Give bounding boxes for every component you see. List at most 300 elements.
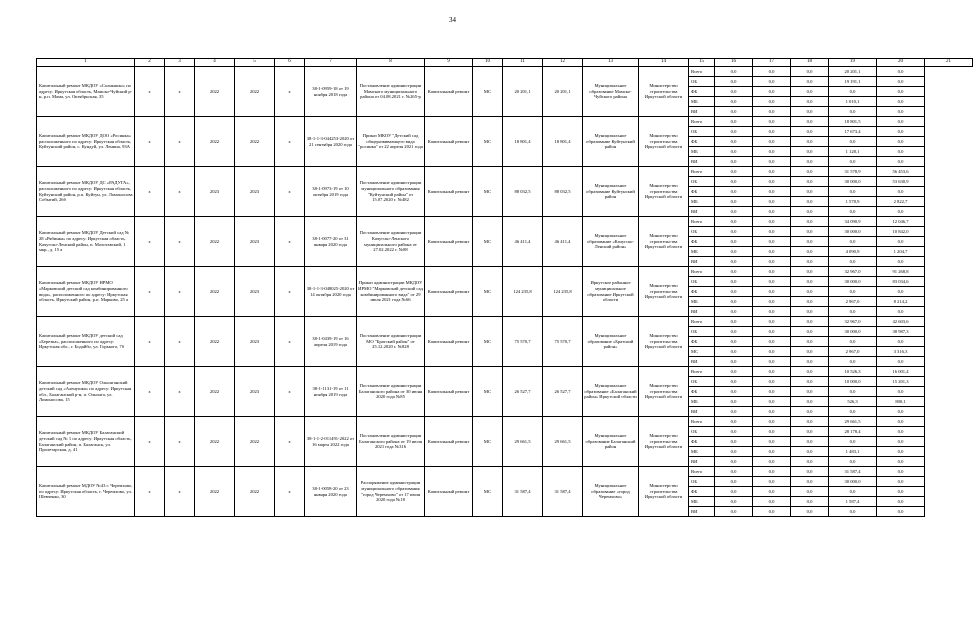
funding-value-cell: 0,0 [753, 447, 791, 457]
funding-value-cell: 526,3 [829, 397, 877, 407]
funding-value-cell: 0,0 [829, 387, 877, 397]
funding-value-cell: 0,0 [753, 97, 791, 107]
funding-value-cell: 0,0 [877, 487, 925, 497]
funding-value-cell: 0,0 [829, 107, 877, 117]
funding-value-cell: 0,0 [715, 447, 753, 457]
funding-value-cell: 0,0 [829, 307, 877, 317]
funding-value-cell: 0,0 [829, 407, 877, 417]
funding-value-cell: 0,0 [791, 107, 829, 117]
funding-value-cell: 0,0 [877, 207, 925, 217]
funding-value-cell: 0,0 [791, 157, 829, 167]
funding-value-cell: 0,0 [877, 147, 925, 157]
funding-value-cell: 1 483,1 [829, 447, 877, 457]
funding-value-cell: 0,0 [791, 377, 829, 387]
column-header: 9 [425, 59, 473, 67]
funding-value-cell: 2 822,7 [877, 197, 925, 207]
table-cell: 2022 [195, 267, 235, 317]
funding-value-cell: 32 967,0 [829, 317, 877, 327]
column-header: 5 [235, 59, 275, 67]
funding-value-cell: 0,0 [715, 337, 753, 347]
funding-value-cell: 0,0 [753, 87, 791, 97]
funding-source-cell: ОБ [689, 427, 715, 437]
table-cell: 2022 [195, 67, 235, 117]
column-header: 8 [357, 59, 425, 67]
funding-value-cell: 0,0 [715, 147, 753, 157]
table-cell: Муниципальное образование Куйтунский район [583, 167, 639, 217]
table-cell: х [275, 67, 305, 117]
object-name-cell: Капитальный ремонт МКДОУ ДС «РАДУГА», расположенного по адресу: Иркутская область, Куйтунский район, р.п. Куйтун, ул. Ломоносова Событий, 26б [37, 167, 135, 217]
table-cell: Муниципальное образование Мамско-Чуйского района [583, 67, 639, 117]
object-name-cell: Капитальный ремонт МКДОУ Ольонганский детский сад «Аленушка» по адресу: Иркутская обл., Балаганский р-н, п. Ольонга, ул. Ломоносова, 15 [37, 367, 135, 417]
funding-value-cell: 0,0 [791, 77, 829, 87]
table-cell: 26 527,7 [543, 367, 583, 417]
funding-source-cell: МБ [689, 97, 715, 107]
funding-value-cell: 0,0 [791, 147, 829, 157]
funding-value-cell: 800,1 [877, 397, 925, 407]
column-header: 3 [165, 59, 195, 67]
column-header: 4 [195, 59, 235, 67]
funding-value-cell: 0,0 [715, 277, 753, 287]
table-cell: Муниципальное образование «Балаганский район» Иркутской области [583, 367, 639, 417]
table-cell: 26 527,7 [503, 367, 543, 417]
funding-source-cell: ОБ [689, 127, 715, 137]
table-cell: 46 411,4 [543, 217, 583, 267]
funding-value-cell: 10 842,0 [877, 227, 925, 237]
funding-value-cell: 0,0 [753, 237, 791, 247]
funding-value-cell: 2 967,0 [829, 297, 877, 307]
funding-source-cell: МБ [689, 297, 715, 307]
funding-source-cell: ОБ [689, 327, 715, 337]
funding-source-cell: ВИ [689, 457, 715, 467]
funding-value-cell: 0,0 [715, 217, 753, 227]
funding-value-cell: 0,0 [791, 187, 829, 197]
table-cell: МС [473, 317, 503, 367]
funding-value-cell: 0,0 [715, 397, 753, 407]
table-cell: Капитальный ремонт [425, 467, 473, 517]
table-cell: 29 661,5 [503, 417, 543, 467]
funding-source-cell: ОБ [689, 77, 715, 87]
funding-value-cell: 0,0 [791, 347, 829, 357]
funding-value-cell: 0,0 [791, 87, 829, 97]
table-cell: Постановление администрации муниципального образования "Куйтунский район" от 15.07.2020 г. №482 [357, 167, 425, 217]
table-cell: 2022 [235, 67, 275, 117]
table-cell: х [135, 467, 165, 517]
funding-value-cell: 0,0 [791, 117, 829, 127]
funding-value-cell: 0,0 [753, 227, 791, 237]
table-cell: Министерство строительства Иркутской области [639, 217, 689, 267]
table-cell: х [275, 317, 305, 367]
table-cell: Министерство строительства Иркутской области [639, 117, 689, 167]
table-cell: 88 032,5 [503, 167, 543, 217]
funding-value-cell: 0,0 [791, 507, 829, 517]
funding-value-cell: 19 191,1 [829, 77, 877, 87]
funding-value-cell: 30 000,0 [829, 477, 877, 487]
table-cell: х [275, 117, 305, 167]
funding-source-cell: МС [689, 347, 715, 357]
funding-value-cell: 0,0 [753, 277, 791, 287]
table-cell: х [275, 267, 305, 317]
funding-value-cell: 0,0 [753, 197, 791, 207]
table-cell: Капитальный ремонт [425, 367, 473, 417]
funding-value-cell: 0,0 [753, 487, 791, 497]
object-name-cell: Капитальный ремонт МКДОУ НРМО «Марковский детский сад комбинированного вида», расположенного по адресу: Иркутская область, Иркутский район, р.п. Марково, 25 а [37, 267, 135, 317]
table-cell: МС [473, 467, 503, 517]
table-cell: Муниципальное образование «Качугско-Ленский район» [583, 217, 639, 267]
table-cell: 38-1-1-2-011491-2022 от 16 марта 2022 года [305, 417, 357, 467]
header-row [37, 59, 973, 67]
funding-value-cell: 0,0 [753, 297, 791, 307]
funding-value-cell: 0,0 [753, 417, 791, 427]
funding-value-cell: 0,0 [877, 127, 925, 137]
funding-value-cell: 20 201,1 [829, 67, 877, 77]
funding-source-cell: ФБ [689, 87, 715, 97]
table-cell: х [165, 317, 195, 367]
funding-source-cell: ФБ [689, 437, 715, 447]
funding-value-cell: 0,0 [753, 207, 791, 217]
table-row [37, 217, 973, 227]
funding-value-cell: 0,0 [715, 417, 753, 427]
column-header: 14 [639, 59, 689, 67]
funding-value-cell: 0,0 [829, 457, 877, 467]
funding-value-cell: 0,0 [753, 357, 791, 367]
funding-value-cell: 0,0 [715, 367, 753, 377]
table-cell: Муниципальное образование «Братский район» [583, 317, 639, 367]
table-cell: 38-1-0058-20 от 23 января 2020 года [305, 467, 357, 517]
table-cell: Приказ МКОУ "Детский сад общеразвивающего вида "росинка" от 22 апреля 2021 года [357, 117, 425, 167]
funding-value-cell: 0,0 [829, 187, 877, 197]
table-cell: 38-1-0959-18 от 19 ноября 2018 года [305, 67, 357, 117]
table-cell: Муниципальное образование «город Черемхово» [583, 467, 639, 517]
table-cell: 124 235,8 [503, 267, 543, 317]
funding-value-cell: 0,0 [877, 157, 925, 167]
funding-value-cell: 0,0 [829, 437, 877, 447]
funding-value-cell: 0,0 [715, 287, 753, 297]
table-cell: 38-1-0973-19 от 10 октября 2019 года [305, 167, 357, 217]
funding-value-cell: 30 000,0 [829, 277, 877, 287]
funding-value-cell: 31 578,9 [829, 167, 877, 177]
funding-value-cell: 0,0 [829, 157, 877, 167]
table-cell: МС [473, 67, 503, 117]
funding-source-cell: МБ [689, 147, 715, 157]
table-row [37, 67, 973, 77]
funding-value-cell: 0,0 [791, 217, 829, 227]
funding-value-cell: 0,0 [791, 367, 829, 377]
table-cell: МС [473, 117, 503, 167]
funding-value-cell: 0,0 [791, 167, 829, 177]
funding-value-cell: 0,0 [877, 117, 925, 127]
table-cell: 29 661,5 [543, 417, 583, 467]
funding-value-cell: 1 204,7 [877, 247, 925, 257]
funding-value-cell: 0,0 [791, 497, 829, 507]
column-header: 21 [925, 59, 973, 67]
funding-value-cell: 0,0 [753, 407, 791, 417]
object-name-cell: Капитальный ремонт МДОУ №43 г. Черемхово, по адресу: Иркутская область, г. Черемхово, ул. Шевченко, 30 [37, 467, 135, 517]
funding-source-cell: Всего [689, 467, 715, 477]
funding-value-cell: 15 201,3 [877, 377, 925, 387]
table-cell: х [135, 67, 165, 117]
funding-source-cell: ФБ [689, 337, 715, 347]
funding-value-cell: 30 000,0 [829, 227, 877, 237]
column-header: 18 [791, 59, 829, 67]
column-header: 1 [37, 59, 135, 67]
funding-source-cell: ОБ [689, 377, 715, 387]
funding-source-cell: МБ [689, 197, 715, 207]
table-cell: 75 570,7 [503, 317, 543, 367]
funding-value-cell: 0,0 [753, 397, 791, 407]
funding-value-cell: 0,0 [715, 437, 753, 447]
funding-value-cell: 0,0 [715, 97, 753, 107]
funding-value-cell: 0,0 [791, 317, 829, 327]
funding-value-cell: 18 801,5 [829, 117, 877, 127]
funding-value-cell: 0,0 [715, 187, 753, 197]
funding-value-cell: 0,0 [829, 237, 877, 247]
funding-value-cell: 30 000,0 [829, 177, 877, 187]
table-cell: 20 201,1 [543, 67, 583, 117]
table-cell: х [135, 217, 165, 267]
table-cell: МС [473, 217, 503, 267]
table-cell: Министерство строительства Иркутской области [639, 317, 689, 367]
funding-value-cell: 0,0 [791, 67, 829, 77]
funding-source-cell: Всего [689, 67, 715, 77]
table-cell: х [165, 117, 195, 167]
funding-source-cell: ФБ [689, 187, 715, 197]
funding-value-cell: 0,0 [877, 107, 925, 117]
funding-source-cell: Всего [689, 317, 715, 327]
table-cell: х [135, 267, 165, 317]
funding-value-cell: 1 010,1 [829, 97, 877, 107]
funding-value-cell: 0,0 [753, 77, 791, 87]
column-header: 7 [305, 59, 357, 67]
funding-value-cell: 31 587,4 [829, 467, 877, 477]
funding-source-cell: ВИ [689, 407, 715, 417]
funding-source-cell: МБ [689, 447, 715, 457]
funding-source-cell: МБ [689, 397, 715, 407]
funding-value-cell: 0,0 [753, 477, 791, 487]
funding-value-cell: 0,0 [753, 157, 791, 167]
funding-value-cell: 0,0 [791, 137, 829, 147]
funding-value-cell: 0,0 [753, 247, 791, 257]
funding-value-cell: 0,0 [753, 367, 791, 377]
funding-value-cell: 0,0 [753, 337, 791, 347]
table-cell: х [165, 267, 195, 317]
table-cell: МС [473, 267, 503, 317]
funding-value-cell: 0,0 [791, 357, 829, 367]
funding-value-cell: 0,0 [715, 297, 753, 307]
object-name-cell: Капитальный ремонт МКДОУ Балаганский детский сад № 1 по адресу: Иркутская область, Балаганский район, п. Балаганск, ул. Пролетарская, д. 41 [37, 417, 135, 467]
funding-value-cell: 3 316,3 [877, 347, 925, 357]
funding-value-cell: 0,0 [791, 277, 829, 287]
funding-value-cell: 1 587,4 [829, 497, 877, 507]
funding-value-cell: 0,0 [791, 457, 829, 467]
funding-value-cell: 0,0 [715, 237, 753, 247]
funding-value-cell: 0,0 [877, 137, 925, 147]
funding-source-cell: ВИ [689, 257, 715, 267]
funding-value-cell: 0,0 [877, 87, 925, 97]
funding-value-cell: 0,0 [715, 407, 753, 417]
funding-value-cell: 0,0 [877, 427, 925, 437]
capital-repair-table [36, 58, 973, 517]
table-cell: 2023 [195, 167, 235, 217]
table-cell: Капитальный ремонт [425, 217, 473, 267]
funding-source-cell: Всего [689, 167, 715, 177]
funding-value-cell: 0,0 [715, 507, 753, 517]
table-cell: Муниципальное образование Куйтунский район [583, 117, 639, 167]
funding-value-cell: 0,0 [791, 307, 829, 317]
funding-source-cell: ФБ [689, 137, 715, 147]
table-cell: Капитальный ремонт [425, 317, 473, 367]
funding-value-cell: 0,0 [753, 187, 791, 197]
funding-value-cell: 0,0 [753, 107, 791, 117]
table-cell: х [275, 217, 305, 267]
funding-value-cell: 0,0 [791, 467, 829, 477]
table-cell: 2023 [235, 267, 275, 317]
funding-source-cell: ОБ [689, 227, 715, 237]
funding-value-cell: 0,0 [791, 267, 829, 277]
funding-value-cell: 83 034,6 [877, 277, 925, 287]
funding-value-cell: 0,0 [791, 417, 829, 427]
funding-value-cell: 0,0 [791, 287, 829, 297]
table-cell: 38-1-1-3-048025-2020 от 14 октября 2020 года [305, 267, 357, 317]
funding-value-cell: 0,0 [791, 227, 829, 237]
funding-value-cell: 0,0 [715, 157, 753, 167]
funding-value-cell: 4 090,9 [829, 247, 877, 257]
funding-value-cell: 0,0 [753, 327, 791, 337]
table-cell: Постановление администрации Мамского муниципального района от 04.08.2021 г. №265-р [357, 67, 425, 117]
table-cell: х [275, 367, 305, 417]
column-header: 12 [543, 59, 583, 67]
table-cell: х [275, 417, 305, 467]
funding-value-cell: 0,0 [715, 457, 753, 467]
table-cell: Капитальный ремонт [425, 117, 473, 167]
funding-value-cell: 0,0 [877, 417, 925, 427]
table-cell: Капитальный ремонт [425, 67, 473, 117]
funding-value-cell: 0,0 [715, 307, 753, 317]
table-cell: Постановление администрации МО "Братский район" от 25.12.2020 г. №828 [357, 317, 425, 367]
object-name-cell: Капитальный ремонт МКДОУ ДОО «Росинка» расположенного по адресу: Иркутская область, Куйтунский район, с. Кундуй, ул. Ленина, 93А [37, 117, 135, 167]
funding-source-cell: ВИ [689, 357, 715, 367]
funding-value-cell: 53 630,9 [877, 177, 925, 187]
funding-value-cell: 0,0 [791, 387, 829, 397]
funding-source-cell: ОБ [689, 177, 715, 187]
table-cell: 2023 [235, 167, 275, 217]
table-cell: х [165, 367, 195, 417]
table-cell: х [165, 67, 195, 117]
funding-value-cell: 0,0 [877, 337, 925, 347]
funding-value-cell: 0,0 [715, 467, 753, 477]
table-cell: 2022 [195, 467, 235, 517]
funding-value-cell: 0,0 [791, 437, 829, 447]
table-cell: 2022 [195, 217, 235, 267]
table-cell: МС [473, 167, 503, 217]
funding-value-cell: 29 661,5 [829, 417, 877, 427]
funding-value-cell: 28 178,4 [829, 427, 877, 437]
table-cell: 18 801,4 [543, 117, 583, 167]
funding-value-cell: 0,0 [791, 207, 829, 217]
funding-value-cell: 0,0 [791, 177, 829, 187]
table-cell: 2022 [235, 417, 275, 467]
funding-value-cell: 0,0 [753, 137, 791, 147]
funding-value-cell: 0,0 [715, 227, 753, 237]
table-cell: 2023 [235, 317, 275, 367]
table-cell: х [165, 167, 195, 217]
funding-source-cell: ВИ [689, 157, 715, 167]
funding-value-cell: 0,0 [715, 127, 753, 137]
table-cell: 38-1-1-3-044253-2020 от 21 сентября 2020 года [305, 117, 357, 167]
column-header: 13 [583, 59, 639, 67]
funding-value-cell: 0,0 [715, 167, 753, 177]
table-cell: 2022 [195, 417, 235, 467]
funding-value-cell: 32 967,0 [829, 267, 877, 277]
table-cell: 2022 [195, 367, 235, 417]
funding-value-cell: 0,0 [877, 497, 925, 507]
table-cell: Капитальный ремонт [425, 167, 473, 217]
funding-value-cell: 0,0 [877, 467, 925, 477]
funding-value-cell: 0,0 [791, 447, 829, 457]
funding-value-cell: 0,0 [791, 127, 829, 137]
table-cell: Постановление администрации Балаганского района от 19 июля 2021 года №316 [357, 417, 425, 467]
table-cell: х [165, 467, 195, 517]
column-header: 2 [135, 59, 165, 67]
table-cell: 2023 [235, 217, 275, 267]
funding-source-cell: ОБ [689, 277, 715, 287]
funding-value-cell: 0,0 [829, 257, 877, 267]
table-cell: 2022 [235, 467, 275, 517]
funding-source-cell: Всего [689, 217, 715, 227]
funding-value-cell: 0,0 [753, 317, 791, 327]
funding-value-cell: 0,0 [791, 427, 829, 437]
table-cell: Министерство строительства Иркутской области [639, 167, 689, 217]
funding-source-cell: МБ [689, 247, 715, 257]
funding-value-cell: 0,0 [715, 477, 753, 487]
table-cell: 31 587,4 [503, 467, 543, 517]
page-number: 34 [449, 16, 456, 24]
funding-value-cell: 0,0 [877, 407, 925, 417]
funding-value-cell: 30 000,0 [829, 327, 877, 337]
funding-value-cell: 10 526,3 [829, 367, 877, 377]
funding-value-cell: 91 268,8 [877, 267, 925, 277]
funding-value-cell: 0,0 [753, 147, 791, 157]
table-cell: х [135, 117, 165, 167]
table-cell: Министерство строительства Иркутской области [639, 367, 689, 417]
funding-value-cell: 12 046,7 [877, 217, 925, 227]
funding-value-cell: 0,0 [715, 257, 753, 267]
funding-value-cell: 0,0 [829, 87, 877, 97]
table-cell: Распоряжение администрации муниципального образования "город Черемхово" от 17 июля 2020 года №18 [357, 467, 425, 517]
column-header: 10 [473, 59, 503, 67]
funding-value-cell: 0,0 [753, 167, 791, 177]
funding-value-cell: 0,0 [829, 337, 877, 347]
funding-value-cell: 0,0 [753, 267, 791, 277]
funding-value-cell: 0,0 [715, 247, 753, 257]
funding-source-cell: Всего [689, 367, 715, 377]
funding-value-cell: 0,0 [715, 347, 753, 357]
funding-value-cell: 0,0 [715, 357, 753, 367]
funding-value-cell: 8 214,2 [877, 297, 925, 307]
funding-value-cell: 0,0 [715, 197, 753, 207]
funding-value-cell: 0,0 [715, 177, 753, 187]
table-cell: 38-1-0077-20 от 31 января 2020 года [305, 217, 357, 267]
funding-value-cell: 0,0 [753, 457, 791, 467]
funding-value-cell: 0,0 [753, 437, 791, 447]
funding-value-cell: 42 603,6 [877, 317, 925, 327]
funding-value-cell: 0,0 [877, 447, 925, 457]
funding-value-cell: 0,0 [715, 497, 753, 507]
funding-source-cell: ФБ [689, 487, 715, 497]
table-cell: 18 801,4 [503, 117, 543, 167]
table-cell: х [135, 167, 165, 217]
table-cell: 124 235,8 [543, 267, 583, 317]
object-name-cell: Капитальный ремонт МКДОУ детский сад «Березка», расположенного по адресу: Иркутская обл., г. Бодайбо, ул. Горького, 7б [37, 317, 135, 367]
